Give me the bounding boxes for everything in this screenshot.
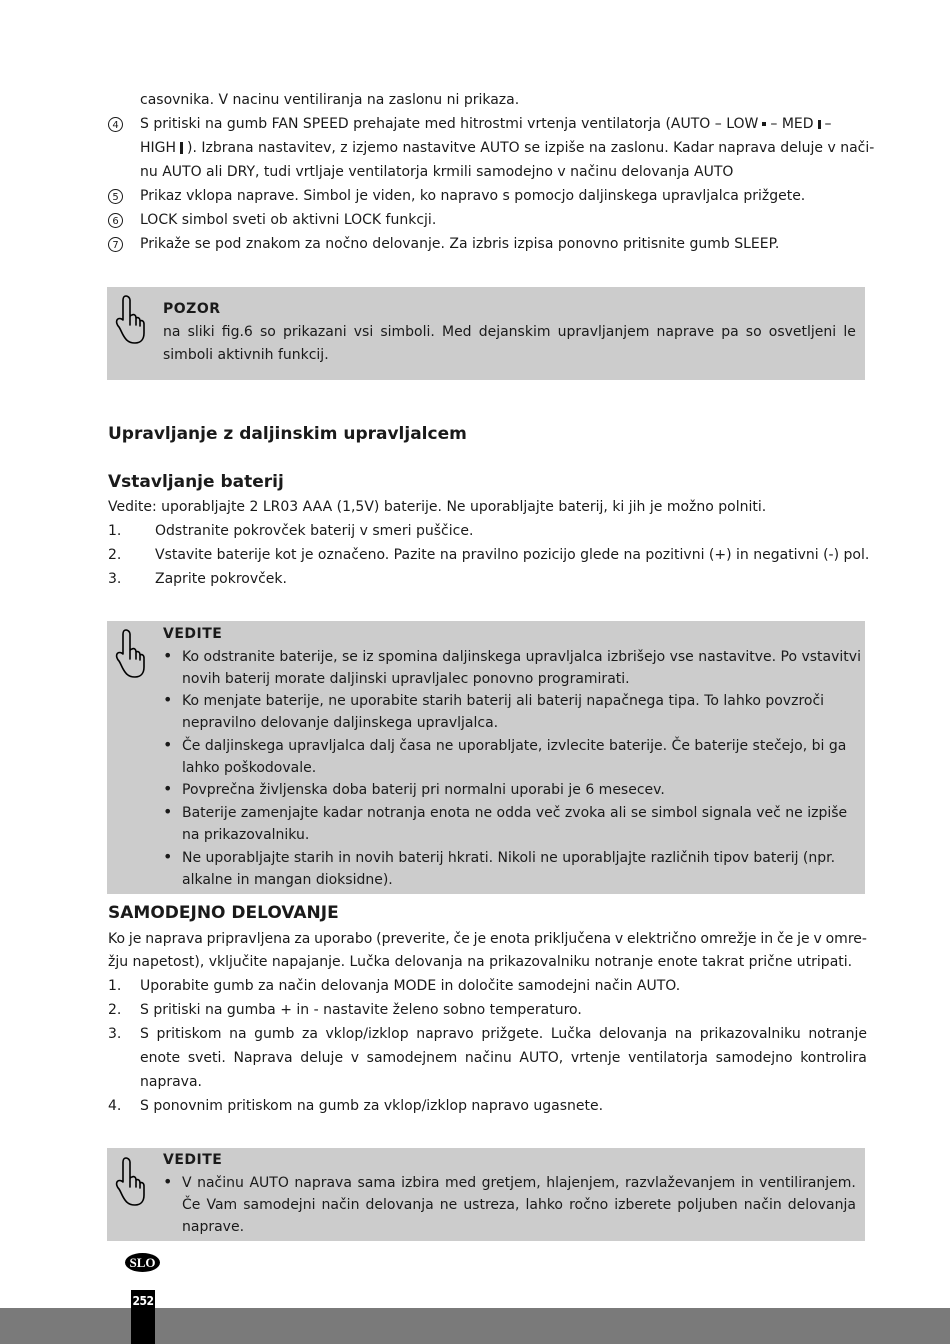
battery-tip-line: Ko menjate baterije, ne uporabite starih baterij ali baterij napačnega tipa. To lahko povzroči — [182, 693, 825, 709]
battery-tip-line: Baterije zamenjajte kadar notranja enota ne odda več zvoka ali se simbol signala več ne izpiše — [182, 805, 848, 821]
bullet-dot: • — [163, 646, 173, 665]
battery-tip-line: na prikazovalniku. — [182, 827, 310, 843]
section-heading-remote: Upravljanje z daljinskim upravljalcem — [108, 424, 467, 444]
auto-step-text: S ponovnim pritiskom na gumb za vklop/izklop napravo ugasnete. — [140, 1098, 604, 1114]
auto-note-line: V načinu AUTO naprava sama izbira med gretjem, hlajenjem, razvlaževanjem in ventiliranjem. — [182, 1175, 856, 1191]
auto-note-line: naprave. — [182, 1219, 245, 1235]
intro-continuation-line: casovnika. V nacinu ventiliranja na zaslonu ni prikaza. — [140, 92, 520, 108]
battery-tip-line: Če daljinskega upravljalca dalj časa ne uporabljate, izvlecite baterije. Če baterije stečejo, bi ga — [182, 738, 847, 754]
pointing-hand-icon — [112, 294, 148, 348]
battery-tip-line: lahko poškodovale. — [182, 760, 317, 776]
auto-intro-line-2: žju napetost), vključite napajanje. Lučka delovanja na prikazovalniku notranje enote takrat prične utripati. — [108, 954, 853, 970]
fan-med-symbol — [818, 120, 821, 129]
item-4-line-2: HIGH ). Izbrana nastavitev, z izjemo nastavitve AUTO se izpiše na zaslonu. Kadar naprava deluje v nači- — [140, 140, 875, 156]
warning-note-title: POZOR — [163, 301, 221, 317]
auto-note-line: Če Vam samodejni način delovanja ne ustreza, lahko ročno izberete poljuben način delovanja — [182, 1197, 856, 1213]
item-6-text: LOCK simbol sveti ob aktivni LOCK funkcji. — [140, 212, 437, 228]
battery-tip-line: Povprečna življenska doba baterij pri normalni uporabi je 6 mesecev. — [182, 782, 665, 798]
bullet-dot: • — [163, 802, 173, 821]
item-5-text: Prikaz vklopa naprave. Simbol je viden, ko napravo s pomocjo daljinskega upravljalca prižgete. — [140, 188, 806, 204]
item-4-line-3: nu AUTO ali DRY, tudi vrtljaje ventilatorja krmili samodejno v načinu delovanja AUTO — [140, 164, 734, 180]
info-note-title: VEDITE — [163, 1152, 223, 1168]
battery-step-number: 3. — [108, 571, 122, 587]
bullet-dot: • — [163, 779, 173, 798]
auto-step-text: S pritiski na gumba + in - nastavite želeno sobno temperaturo. — [140, 1002, 582, 1018]
battery-step-text: Odstranite pokrovček baterij v smeri puščice. — [155, 523, 474, 539]
battery-tip-line: novih baterij morate daljinski upravljalec ponovno programirati. — [182, 671, 630, 687]
info-note-title: VEDITE — [163, 626, 223, 642]
auto-step-text: enote sveti. Naprava deluje v samodejnem načinu AUTO, vrtenje ventilatorja samodejno kontrolira — [140, 1050, 867, 1066]
auto-step-number: 3. — [108, 1026, 122, 1042]
auto-step-number: 4. — [108, 1098, 122, 1114]
pointing-hand-icon — [112, 1156, 148, 1210]
item-marker-7: 7 — [108, 237, 123, 252]
battery-step-number: 2. — [108, 547, 122, 563]
auto-intro-line-1: Ko je naprava pripravljena za uporabo (preverite, če je enota priključena v električno omrežje in če je v omre- — [108, 931, 867, 947]
bullet-dot: • — [163, 690, 173, 709]
warning-note-line-1: na sliki fig.6 so prikazani vsi simboli. Med dejanskim upravljanjem naprave pa so osvetljeni le — [163, 324, 856, 340]
battery-step-text: Vstavite baterije kot je označeno. Pazite na pravilno pozicijo glede na pozitivni (+) in negativni (-) pol. — [155, 547, 870, 563]
section-heading-auto-mode: SAMODEJNO DELOVANJE — [108, 903, 339, 923]
item-7-text: Prikaže se pod znakom za nočno delovanje. Za izbris izpisa ponovno pritisnite gumb SLEEP. — [140, 236, 780, 252]
bullet-dot: • — [163, 1172, 173, 1191]
batteries-intro: Vedite: uporabljajte 2 LR03 AAA (1,5V) baterije. Ne uporabljajte baterij, ki jih je možno polniti. — [108, 499, 767, 515]
battery-tip-line: Ko odstranite baterije, se iz spomina daljinskega upravljalca izbrišejo vse nastavitve. Po vstavitvi — [182, 649, 861, 665]
page-number: 252 — [132, 1294, 154, 1308]
battery-tip-line: alkalne in mangan dioksidne). — [182, 872, 393, 888]
battery-step-text: Zaprite pokrovček. — [155, 571, 287, 587]
auto-step-text: naprava. — [140, 1074, 202, 1090]
bullet-dot: • — [163, 735, 173, 754]
warning-note-line-2: simboli aktivnih funkcij. — [163, 347, 329, 363]
bullet-dot: • — [163, 847, 173, 866]
pointing-hand-icon — [112, 628, 148, 682]
auto-step-text: S pritiskom na gumb za vklop/izklop napravo prižgete. Lučka delovanja na prikazovalniku notranje — [140, 1026, 867, 1042]
item-marker-6: 6 — [108, 213, 123, 228]
auto-step-text: Uporabite gumb za način delovanja MODE in določite samodejni način AUTO. — [140, 978, 681, 994]
item-4-line-1: S pritiski na gumb FAN SPEED prehajate med hitrostmi vrtenja ventilatorja (AUTO – LOW – MED – — [140, 116, 832, 132]
battery-step-number: 1. — [108, 523, 122, 539]
fan-high-symbol — [180, 142, 183, 154]
subheading-batteries: Vstavljanje baterij — [108, 472, 284, 492]
item-marker-5: 5 — [108, 189, 123, 204]
battery-tip-line: Ne uporabljajte starih in novih baterij hkrati. Nikoli ne uporabljajte različnih tipov baterij (npr. — [182, 850, 836, 866]
item-marker-4: 4 — [108, 117, 123, 132]
battery-tip-line: nepravilno delovanje daljinskega upravljalca. — [182, 715, 499, 731]
language-badge: SLO — [125, 1253, 160, 1272]
auto-step-number: 1. — [108, 978, 122, 994]
auto-step-number: 2. — [108, 1002, 122, 1018]
fan-low-symbol — [762, 122, 766, 126]
